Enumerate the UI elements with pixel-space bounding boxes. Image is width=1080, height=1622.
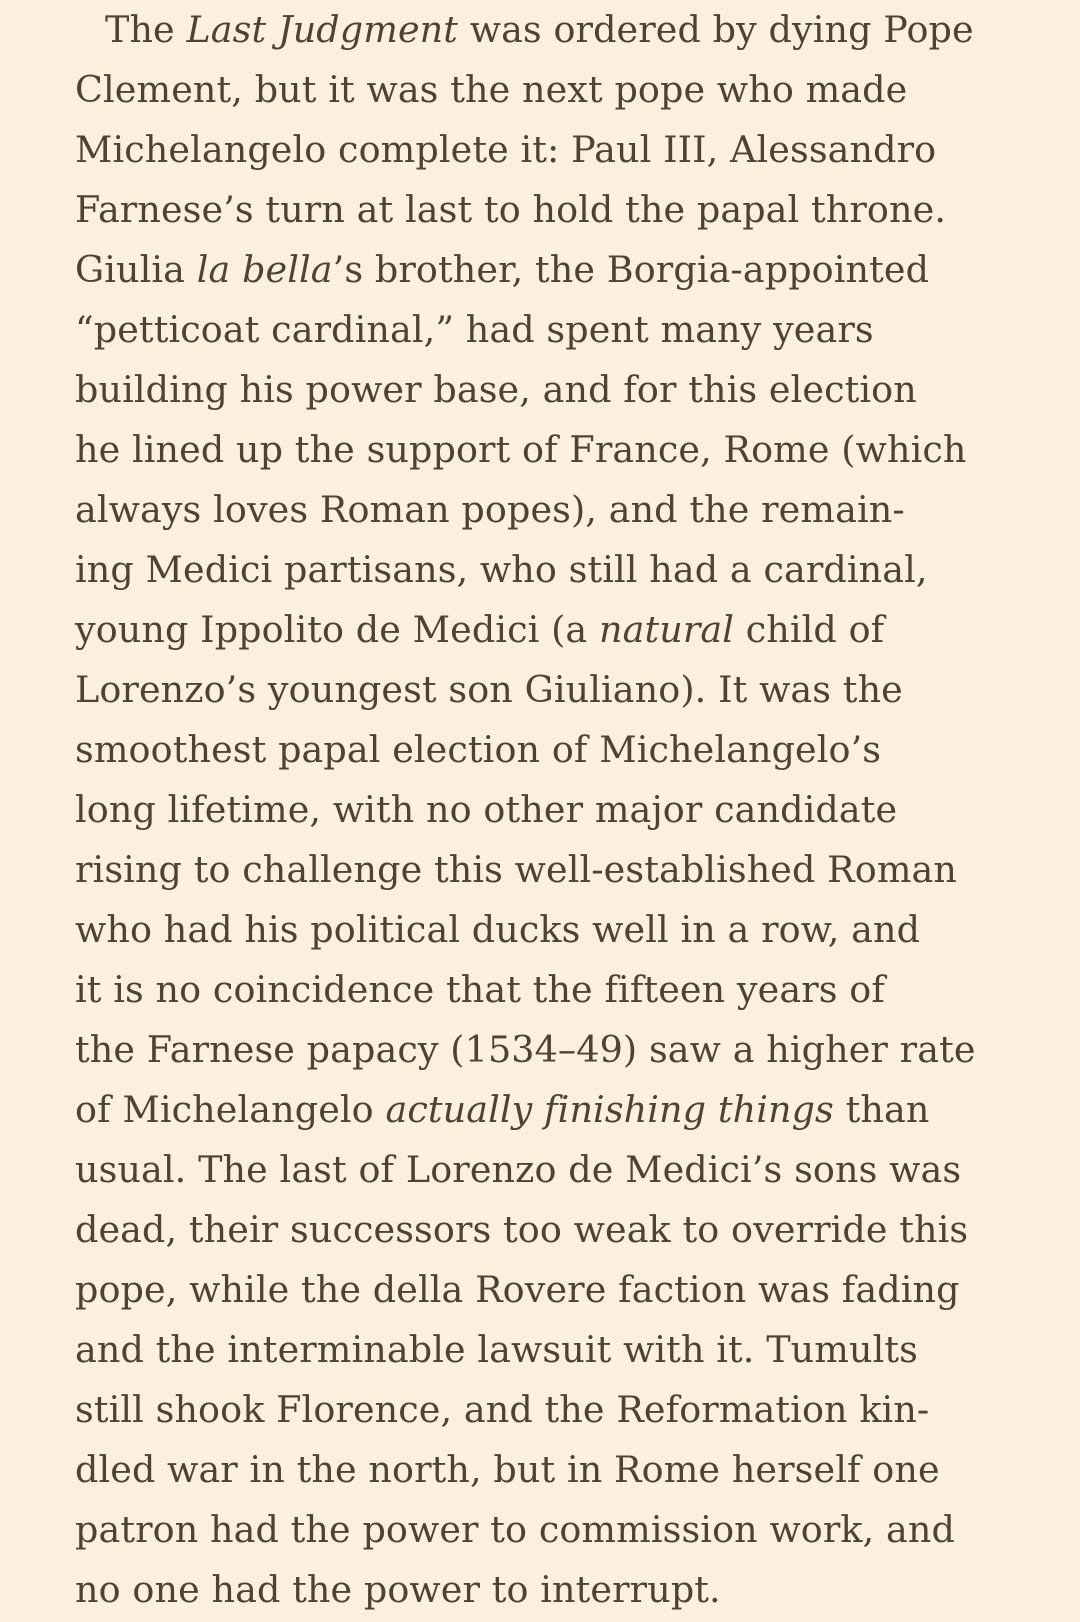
text-line [75, 840, 1015, 900]
text-run: who had his political ducks well in a row, and [75, 908, 921, 951]
text-run: young Ippolito de Medici (a [75, 608, 599, 651]
text-line [75, 1440, 1015, 1500]
text-run: rising to challenge this well-established Roman [75, 848, 958, 891]
text-run: ’s brother, the Borgia-appointed [332, 248, 930, 291]
text-run: ing Medici partisans, who still had a cardinal, [75, 548, 928, 591]
text-run: and the interminable lawsuit with it. Tumults [75, 1328, 918, 1371]
text-line [75, 1500, 1015, 1560]
text-line [75, 0, 1015, 60]
text-run: always loves Roman popes), and the remain- [75, 488, 905, 531]
text-run: dled war in the north, but in Rome herself one [75, 1448, 940, 1491]
text-run: long lifetime, with no other major candidate [75, 788, 898, 831]
text-run: Farnese’s turn at last to hold the papal throne. [75, 188, 947, 231]
text-run: usual. The last of Lorenzo de Medici’s sons was [75, 1148, 962, 1191]
text-line [75, 600, 1015, 660]
text-line [75, 1560, 1015, 1620]
text-line [75, 1080, 1015, 1140]
text-line [75, 300, 1015, 360]
text-run: it is no coincidence that the fifteen years of [75, 968, 885, 1011]
italic-text-run: natural [599, 608, 735, 651]
body-paragraph [75, 0, 1015, 1620]
text-run: “petticoat cardinal,” had spent many years [75, 308, 874, 351]
text-line [75, 540, 1015, 600]
text-run: was ordered by dying Pope [458, 8, 974, 51]
italic-text-run: la bella [196, 248, 333, 291]
text-run: dead, their successors too weak to override this [75, 1208, 969, 1251]
text-line [75, 1380, 1015, 1440]
text-run: pope, while the della Rovere faction was fading [75, 1268, 960, 1311]
text-run: The [105, 8, 187, 51]
text-line [75, 660, 1015, 720]
text-line [75, 180, 1015, 240]
text-run: patron had the power to commission work, and [75, 1508, 955, 1551]
text-line [75, 120, 1015, 180]
text-run: Michelangelo complete it: Paul III, Alessandro [75, 128, 937, 171]
text-line [75, 960, 1015, 1020]
text-line [75, 1260, 1015, 1320]
text-run: smoothest papal election of Michelangelo’s [75, 728, 882, 771]
text-line [75, 360, 1015, 420]
text-run: than [833, 1088, 930, 1131]
text-run: Lorenzo’s youngest son Giuliano). It was the [75, 668, 903, 711]
text-line [75, 240, 1015, 300]
text-run: Clement, but it was the next pope who made [75, 68, 908, 111]
text-run: no one had the power to interrupt. [75, 1568, 721, 1611]
text-line [75, 420, 1015, 480]
text-run: of Michelangelo [75, 1088, 386, 1131]
text-run: Giulia [75, 248, 197, 291]
text-line [75, 1140, 1015, 1200]
italic-text-run: Last Judgment [186, 8, 459, 51]
text-run: building his power base, and for this election [75, 368, 917, 411]
text-run: the Farnese papacy (1534–49) saw a higher rate [75, 1028, 976, 1071]
text-line [75, 780, 1015, 840]
text-run: still shook Florence, and the Reformation kin- [75, 1388, 930, 1431]
text-line [75, 1200, 1015, 1260]
text-line [75, 480, 1015, 540]
text-run: child of [734, 608, 885, 651]
italic-text-run: actually finishing things [385, 1088, 834, 1131]
text-run: he lined up the support of France, Rome (which [75, 428, 967, 471]
text-line [75, 900, 1015, 960]
text-line [75, 60, 1015, 120]
text-line [75, 1020, 1015, 1080]
text-line [75, 1320, 1015, 1380]
text-line [75, 720, 1015, 780]
